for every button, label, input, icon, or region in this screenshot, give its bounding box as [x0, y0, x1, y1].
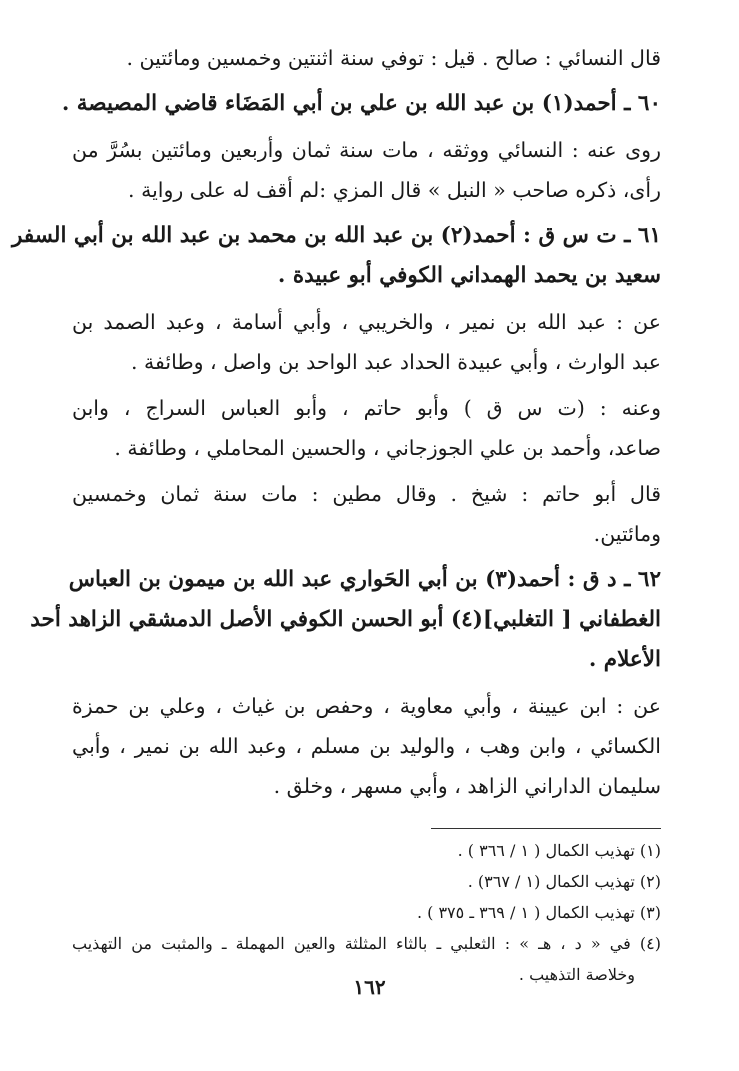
text-line: الكسائي ، وابن وهب ، والوليد بن مسلم ، وعبد الله بن نمير ، وأبي: [72, 734, 661, 758]
text-line: عبد الوارث ، وأبي عبيدة الحداد عبد الواحد بن واصل ، وطائفة .: [130, 350, 661, 374]
entry-paragraph: [72, 38, 661, 78]
text-line: عن : ابن عيينة ، وأبي معاوية ، وحفص بن غياث ، وعلي بن حمزة: [72, 694, 661, 718]
text-line: ٦١ ـ ت س ق : أحمد(٢) بن عبد الله بن محمد بن عبد الله بن أبي السفر: [11, 223, 661, 248]
text-line: ومائتين.: [593, 522, 661, 546]
footnote: (٤) في « د ، هـ » : الثعلبي ـ بالثاء المثلثة والعين المهملة ـ والمثبت من التهذيب: [72, 934, 661, 953]
footnote: (١) تهذيب الكمال ( ١ / ٣٦٦ ) .: [457, 841, 661, 860]
body-text: [11, 38, 661, 806]
text-line: سليمان الداراني الزاهد ، وأبي مسهر ، وخلق .: [273, 774, 661, 798]
text-line: ٦٢ ـ د ق : أحمد(٣) بن أبي الحَواري عبد الله بن ميمون بن العباس: [68, 567, 661, 592]
text-line: قال النسائي : صالح . قيل : توفي سنة اثنتين وخمسين ومائتين .: [126, 46, 661, 70]
text-line: وعنه : (ت س ق ) وأبو حاتم ، وأبو العباس السراج ، وابن: [72, 396, 661, 420]
text-line: الأعلام .: [588, 647, 661, 672]
text-line: قال أبو حاتم : شيخ . وقال مطين : مات سنة ثمان وخمسين: [72, 482, 661, 506]
footnotes: [72, 835, 661, 990]
entry-paragraph: [72, 686, 661, 806]
entry-paragraph: [72, 388, 661, 468]
entry-heading: [61, 84, 661, 124]
text-line: سعيد بن يحمد الهمداني الكوفي أبو عبيدة .: [277, 263, 661, 288]
text-line: روى عنه : النسائي ووثقه ، مات سنة ثمان وأربعين ومائتين بسُرَّ من: [72, 138, 661, 162]
footnote-continuation: وخلاصة التذهيب .: [518, 965, 635, 984]
text-line: ٦٠ ـ أحمد(١) بن عبد الله بن علي بن أبي المَضَاء قاضي المصيصة .: [61, 91, 661, 116]
entry-heading: [11, 216, 661, 296]
entry-paragraph: [72, 474, 661, 554]
footnote: (٢) تهذيب الكمال (١ / ٣٦٧) .: [467, 872, 661, 891]
footnote-separator: [431, 828, 661, 829]
entry-paragraph: [72, 130, 661, 210]
entry-heading: [30, 560, 661, 680]
text-line: عن : عبد الله بن نمير ، والخريبي ، وأبي أسامة ، وعبد الصمد بن: [72, 310, 661, 334]
page-number: ١٦٢: [353, 975, 386, 999]
text-line: الغطفاني [ التغلبي](٤) أبو الحسن الكوفي الأصل الدمشقي الزاهد أحد: [30, 607, 661, 632]
text-line: صاعد، وأحمد بن علي الجوزجاني ، والحسين المحاملي ، وطائفة .: [114, 436, 661, 460]
footnote: (٣) تهذيب الكمال ( ١ / ٣٦٩ ـ ٣٧٥ ) .: [416, 903, 661, 922]
text-line: رأى، ذكره صاحب « النبل » قال المزي :لم أقف له على رواية .: [128, 178, 661, 202]
entry-paragraph: [72, 302, 661, 382]
